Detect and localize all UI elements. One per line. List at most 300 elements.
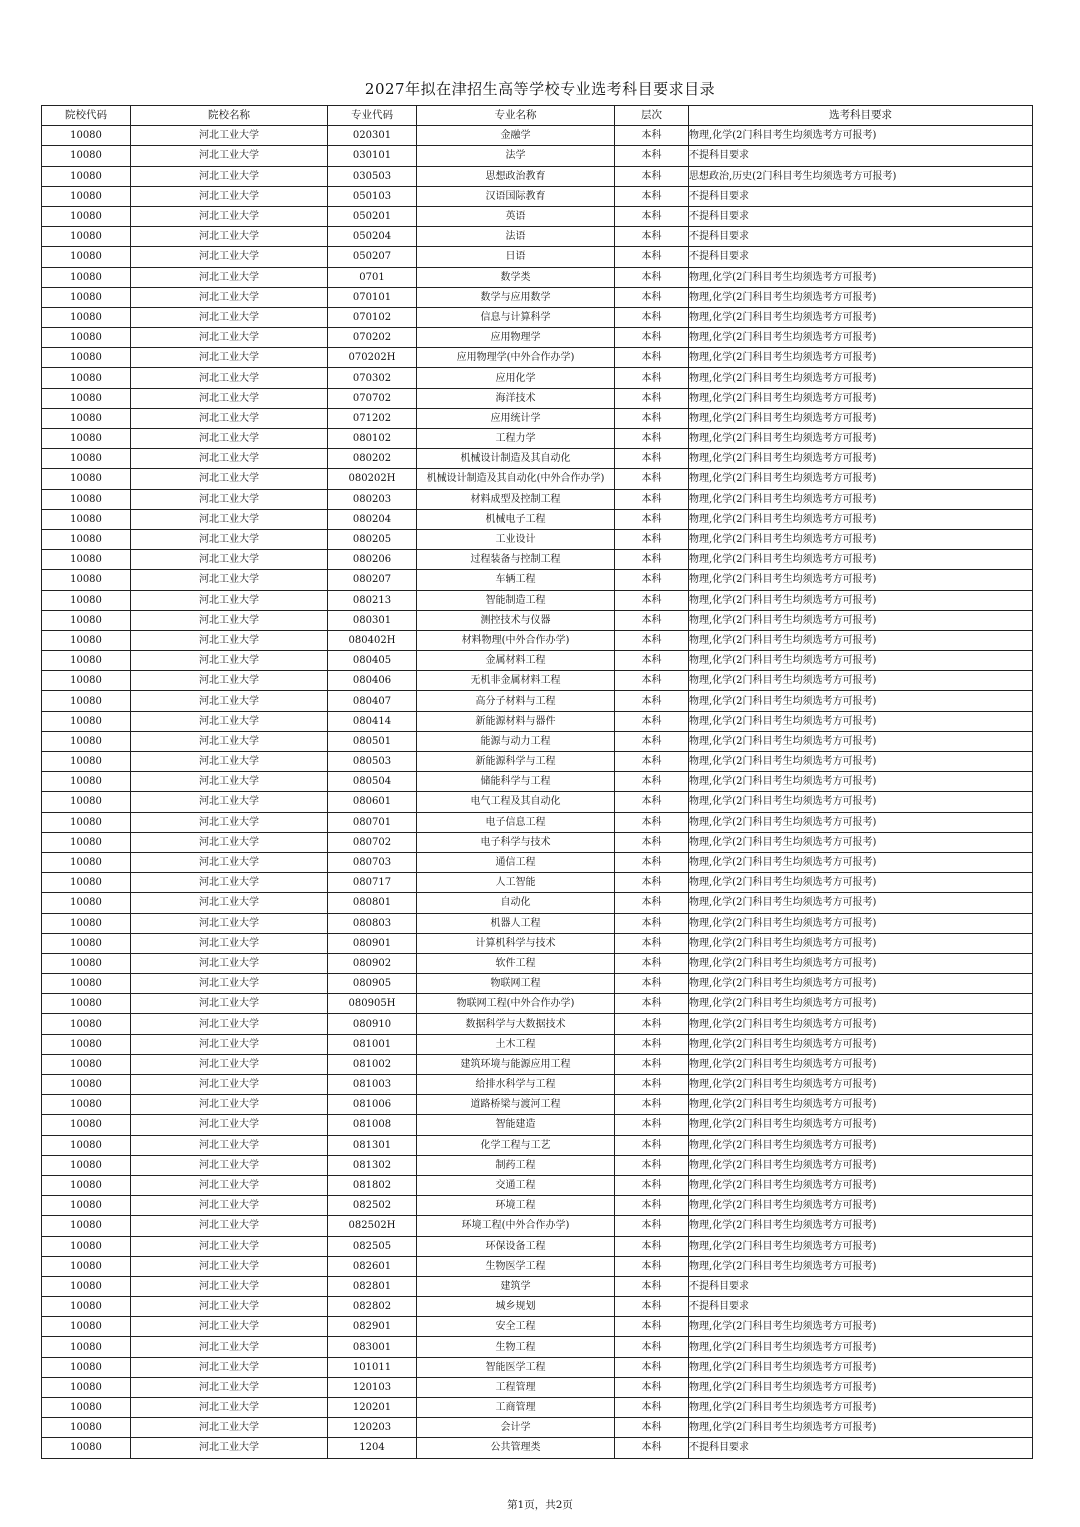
major-name-cell: 通信工程	[417, 852, 615, 872]
major-name-cell: 给排水科学与工程	[417, 1075, 615, 1095]
school-name-cell: 河北工业大学	[131, 348, 328, 368]
subject-requirement-cell: 物理,化学(2门科目考生均须选考方可报考)	[689, 267, 1033, 287]
school-code-cell: 10080	[42, 590, 131, 610]
major-code-cell: 050103	[328, 186, 417, 206]
level-cell: 本科	[615, 328, 689, 348]
school-code-cell: 10080	[42, 166, 131, 186]
school-code-cell: 10080	[42, 1297, 131, 1317]
school-code-cell: 10080	[42, 509, 131, 529]
school-code-cell: 10080	[42, 1075, 131, 1095]
major-code-cell: 080601	[328, 792, 417, 812]
subject-requirement-cell: 物理,化学(2门科目考生均须选考方可报考)	[689, 731, 1033, 751]
school-name-cell: 河北工业大学	[131, 206, 328, 226]
subject-requirement-cell: 物理,化学(2门科目考生均须选考方可报考)	[689, 126, 1033, 146]
subject-requirement-cell: 物理,化学(2门科目考生均须选考方可报考)	[689, 1357, 1033, 1377]
level-cell: 本科	[615, 913, 689, 933]
level-cell: 本科	[615, 267, 689, 287]
level-cell: 本科	[615, 1236, 689, 1256]
table-row	[42, 1357, 1033, 1377]
major-code-cell: 081006	[328, 1095, 417, 1115]
school-code-cell: 10080	[42, 529, 131, 549]
subject-requirement-cell: 物理,化学(2门科目考生均须选考方可报考)	[689, 1196, 1033, 1216]
subject-requirement-cell: 物理,化学(2门科目考生均须选考方可报考)	[689, 570, 1033, 590]
school-name-cell: 河北工业大学	[131, 933, 328, 953]
level-cell: 本科	[615, 1196, 689, 1216]
major-name-cell: 制药工程	[417, 1155, 615, 1175]
school-name-cell: 河北工业大学	[131, 711, 328, 731]
subject-requirement-cell: 物理,化学(2门科目考生均须选考方可报考)	[689, 1014, 1033, 1034]
major-name-cell: 过程装备与控制工程	[417, 550, 615, 570]
major-code-cell: 082801	[328, 1276, 417, 1296]
table-row	[42, 651, 1033, 671]
subject-requirement-cell: 物理,化学(2门科目考生均须选考方可报考)	[689, 651, 1033, 671]
header-school-name: 院校名称	[131, 106, 328, 126]
level-cell: 本科	[615, 1175, 689, 1195]
header-major-name: 专业名称	[417, 106, 615, 126]
subject-requirement-cell: 物理,化学(2门科目考生均须选考方可报考)	[689, 1256, 1033, 1276]
table-row	[42, 974, 1033, 994]
level-cell: 本科	[615, 408, 689, 428]
table-row	[42, 429, 1033, 449]
school-code-cell: 10080	[42, 792, 131, 812]
major-name-cell: 道路桥梁与渡河工程	[417, 1095, 615, 1115]
subject-requirement-cell: 物理,化学(2门科目考生均须选考方可报考)	[689, 388, 1033, 408]
major-code-cell: 083001	[328, 1337, 417, 1357]
subject-requirement-cell: 物理,化学(2门科目考生均须选考方可报考)	[689, 1054, 1033, 1074]
school-code-cell: 10080	[42, 671, 131, 691]
table-row	[42, 630, 1033, 650]
school-code-cell: 10080	[42, 1377, 131, 1397]
table-row	[42, 267, 1033, 287]
level-cell: 本科	[615, 1256, 689, 1276]
major-code-cell: 082802	[328, 1297, 417, 1317]
major-name-cell: 交通工程	[417, 1175, 615, 1195]
major-code-cell: 071202	[328, 408, 417, 428]
school-code-cell: 10080	[42, 1337, 131, 1357]
school-name-cell: 河北工业大学	[131, 529, 328, 549]
major-code-cell: 080202	[328, 449, 417, 469]
major-code-cell: 080207	[328, 570, 417, 590]
major-code-cell: 080501	[328, 731, 417, 751]
major-name-cell: 金属材料工程	[417, 651, 615, 671]
table-row	[42, 772, 1033, 792]
school-code-cell: 10080	[42, 1398, 131, 1418]
school-code-cell: 10080	[42, 873, 131, 893]
subject-requirement-cell: 物理,化学(2门科目考生均须选考方可报考)	[689, 429, 1033, 449]
level-cell: 本科	[615, 1276, 689, 1296]
table-row	[42, 529, 1033, 549]
table-row	[42, 1438, 1033, 1458]
major-name-cell: 能源与动力工程	[417, 731, 615, 751]
level-cell: 本科	[615, 1054, 689, 1074]
level-cell: 本科	[615, 1317, 689, 1337]
subject-requirement-cell: 物理,化学(2门科目考生均须选考方可报考)	[689, 1337, 1033, 1357]
school-name-cell: 河北工业大学	[131, 1317, 328, 1337]
major-code-cell: 080901	[328, 933, 417, 953]
table-row	[42, 1054, 1033, 1074]
major-name-cell: 电子科学与技术	[417, 832, 615, 852]
level-cell: 本科	[615, 429, 689, 449]
school-code-cell: 10080	[42, 368, 131, 388]
school-name-cell: 河北工业大学	[131, 267, 328, 287]
level-cell: 本科	[615, 489, 689, 509]
major-code-cell: 080905	[328, 974, 417, 994]
subject-requirement-cell: 物理,化学(2门科目考生均须选考方可报考)	[689, 832, 1033, 852]
major-name-cell: 思想政治教育	[417, 166, 615, 186]
school-code-cell: 10080	[42, 731, 131, 751]
major-name-cell: 新能源科学与工程	[417, 752, 615, 772]
major-code-cell: 070102	[328, 307, 417, 327]
major-code-cell: 070101	[328, 287, 417, 307]
level-cell: 本科	[615, 146, 689, 166]
header-subject-requirement: 选考科目要求	[689, 106, 1033, 126]
major-name-cell: 物联网工程	[417, 974, 615, 994]
table-row	[42, 408, 1033, 428]
school-name-cell: 河北工业大学	[131, 630, 328, 650]
level-cell: 本科	[615, 752, 689, 772]
subject-requirement-cell: 物理,化学(2门科目考生均须选考方可报考)	[689, 1418, 1033, 1438]
school-code-cell: 10080	[42, 206, 131, 226]
school-name-cell: 河北工业大学	[131, 307, 328, 327]
table-row	[42, 469, 1033, 489]
subject-requirement-cell: 物理,化学(2门科目考生均须选考方可报考)	[689, 1175, 1033, 1195]
subject-requirement-cell: 物理,化学(2门科目考生均须选考方可报考)	[689, 1135, 1033, 1155]
school-code-cell: 10080	[42, 913, 131, 933]
school-name-cell: 河北工业大学	[131, 287, 328, 307]
level-cell: 本科	[615, 1418, 689, 1438]
subject-requirement-cell: 不提科目要求	[689, 1297, 1033, 1317]
subject-requirement-cell: 物理,化学(2门科目考生均须选考方可报考)	[689, 933, 1033, 953]
level-cell: 本科	[615, 469, 689, 489]
major-name-cell: 应用物理学(中外合作办学)	[417, 348, 615, 368]
major-name-cell: 机器人工程	[417, 913, 615, 933]
subject-requirement-cell: 物理,化学(2门科目考生均须选考方可报考)	[689, 469, 1033, 489]
major-name-cell: 生物工程	[417, 1337, 615, 1357]
school-name-cell: 河北工业大学	[131, 1216, 328, 1236]
major-code-cell: 1204	[328, 1438, 417, 1458]
major-code-cell: 080504	[328, 772, 417, 792]
major-code-cell: 080213	[328, 590, 417, 610]
major-code-cell: 120103	[328, 1377, 417, 1397]
school-name-cell: 河北工业大学	[131, 1075, 328, 1095]
table-row	[42, 388, 1033, 408]
school-code-cell: 10080	[42, 752, 131, 772]
major-code-cell: 080701	[328, 812, 417, 832]
school-name-cell: 河北工业大学	[131, 852, 328, 872]
school-code-cell: 10080	[42, 852, 131, 872]
level-cell: 本科	[615, 1216, 689, 1236]
major-code-cell: 080301	[328, 610, 417, 630]
level-cell: 本科	[615, 630, 689, 650]
major-name-cell: 数学类	[417, 267, 615, 287]
level-cell: 本科	[615, 893, 689, 913]
subject-requirement-cell: 不提科目要求	[689, 227, 1033, 247]
school-code-cell: 10080	[42, 1418, 131, 1438]
school-code-cell: 10080	[42, 1115, 131, 1135]
school-code-cell: 10080	[42, 186, 131, 206]
level-cell: 本科	[615, 1357, 689, 1377]
table-row	[42, 227, 1033, 247]
major-code-cell: 081802	[328, 1175, 417, 1195]
school-code-cell: 10080	[42, 388, 131, 408]
subject-requirement-cell: 物理,化学(2门科目考生均须选考方可报考)	[689, 348, 1033, 368]
table-row	[42, 731, 1033, 751]
school-code-cell: 10080	[42, 610, 131, 630]
table-row	[42, 206, 1033, 226]
school-name-cell: 河北工业大学	[131, 994, 328, 1014]
school-name-cell: 河北工业大学	[131, 1175, 328, 1195]
table-row	[42, 792, 1033, 812]
school-code-cell: 10080	[42, 489, 131, 509]
major-code-cell: 081002	[328, 1054, 417, 1074]
major-code-cell: 070302	[328, 368, 417, 388]
school-code-cell: 10080	[42, 1095, 131, 1115]
school-code-cell: 10080	[42, 570, 131, 590]
school-code-cell: 10080	[42, 146, 131, 166]
subject-requirement-cell: 物理,化学(2门科目考生均须选考方可报考)	[689, 1095, 1033, 1115]
subject-requirement-cell: 物理,化学(2门科目考生均须选考方可报考)	[689, 1377, 1033, 1397]
table-row	[42, 893, 1033, 913]
major-name-cell: 电气工程及其自动化	[417, 792, 615, 812]
major-code-cell: 101011	[328, 1357, 417, 1377]
level-cell: 本科	[615, 792, 689, 812]
school-code-cell: 10080	[42, 328, 131, 348]
table-row	[42, 1095, 1033, 1115]
school-name-cell: 河北工业大学	[131, 1236, 328, 1256]
major-name-cell: 工业设计	[417, 529, 615, 549]
subject-requirement-cell: 物理,化学(2门科目考生均须选考方可报考)	[689, 1034, 1033, 1054]
table-row	[42, 1398, 1033, 1418]
subject-requirement-cell: 物理,化学(2门科目考生均须选考方可报考)	[689, 1216, 1033, 1236]
level-cell: 本科	[615, 206, 689, 226]
level-cell: 本科	[615, 348, 689, 368]
level-cell: 本科	[615, 772, 689, 792]
level-cell: 本科	[615, 1155, 689, 1175]
major-name-cell: 土木工程	[417, 1034, 615, 1054]
school-code-cell: 10080	[42, 812, 131, 832]
major-name-cell: 环境工程	[417, 1196, 615, 1216]
table-row	[42, 489, 1033, 509]
subject-requirement-cell: 物理,化学(2门科目考生均须选考方可报考)	[689, 792, 1033, 812]
table-row	[42, 1377, 1033, 1397]
school-code-cell: 10080	[42, 1317, 131, 1337]
major-name-cell: 智能制造工程	[417, 590, 615, 610]
subject-requirement-cell: 物理,化学(2门科目考生均须选考方可报考)	[689, 852, 1033, 872]
major-name-cell: 材料物理(中外合作办学)	[417, 630, 615, 650]
school-code-cell: 10080	[42, 408, 131, 428]
table-row	[42, 1034, 1033, 1054]
level-cell: 本科	[615, 449, 689, 469]
school-code-cell: 10080	[42, 1196, 131, 1216]
school-name-cell: 河北工业大学	[131, 893, 328, 913]
subject-requirement-cell: 不提科目要求	[689, 247, 1033, 267]
major-code-cell: 120201	[328, 1398, 417, 1418]
level-cell: 本科	[615, 933, 689, 953]
major-code-cell: 050207	[328, 247, 417, 267]
school-name-cell: 河北工业大学	[131, 570, 328, 590]
school-name-cell: 河北工业大学	[131, 590, 328, 610]
table-row	[42, 247, 1033, 267]
school-code-cell: 10080	[42, 1135, 131, 1155]
subject-requirement-cell: 物理,化学(2门科目考生均须选考方可报考)	[689, 489, 1033, 509]
table-row	[42, 590, 1033, 610]
school-code-cell: 10080	[42, 630, 131, 650]
table-row	[42, 1196, 1033, 1216]
level-cell: 本科	[615, 1115, 689, 1135]
table-header-row	[42, 106, 1033, 126]
major-name-cell: 人工智能	[417, 873, 615, 893]
school-name-cell: 河北工业大学	[131, 752, 328, 772]
subject-requirement-cell: 物理,化学(2门科目考生均须选考方可报考)	[689, 1115, 1033, 1135]
table-row	[42, 913, 1033, 933]
table-body	[42, 126, 1033, 1458]
subject-requirement-cell: 物理,化学(2门科目考生均须选考方可报考)	[689, 630, 1033, 650]
table-row	[42, 328, 1033, 348]
major-name-cell: 建筑学	[417, 1276, 615, 1296]
table-row	[42, 126, 1033, 146]
major-name-cell: 公共管理类	[417, 1438, 615, 1458]
school-name-cell: 河北工业大学	[131, 691, 328, 711]
table-row	[42, 1236, 1033, 1256]
major-name-cell: 英语	[417, 206, 615, 226]
table-row	[42, 610, 1033, 630]
level-cell: 本科	[615, 1135, 689, 1155]
major-name-cell: 工程管理	[417, 1377, 615, 1397]
table-row	[42, 287, 1033, 307]
major-name-cell: 会计学	[417, 1418, 615, 1438]
school-name-cell: 河北工业大学	[131, 146, 328, 166]
level-cell: 本科	[615, 1075, 689, 1095]
major-name-cell: 金融学	[417, 126, 615, 146]
subject-requirement-cell: 物理,化学(2门科目考生均须选考方可报考)	[689, 449, 1033, 469]
subject-requirement-cell: 物理,化学(2门科目考生均须选考方可报考)	[689, 590, 1033, 610]
school-code-cell: 10080	[42, 1256, 131, 1276]
level-cell: 本科	[615, 731, 689, 751]
level-cell: 本科	[615, 227, 689, 247]
school-code-cell: 10080	[42, 1357, 131, 1377]
school-name-cell: 河北工业大学	[131, 832, 328, 852]
school-code-cell: 10080	[42, 711, 131, 731]
major-name-cell: 储能科学与工程	[417, 772, 615, 792]
major-name-cell: 无机非金属材料工程	[417, 671, 615, 691]
level-cell: 本科	[615, 307, 689, 327]
school-code-cell: 10080	[42, 550, 131, 570]
level-cell: 本科	[615, 974, 689, 994]
school-code-cell: 10080	[42, 651, 131, 671]
level-cell: 本科	[615, 368, 689, 388]
subject-requirement-cell: 物理,化学(2门科目考生均须选考方可报考)	[689, 408, 1033, 428]
major-name-cell: 机械设计制造及其自动化	[417, 449, 615, 469]
subject-requirement-cell: 不提科目要求	[689, 1438, 1033, 1458]
table-row	[42, 348, 1033, 368]
school-code-cell: 10080	[42, 247, 131, 267]
major-name-cell: 化学工程与工艺	[417, 1135, 615, 1155]
major-code-cell: 080204	[328, 509, 417, 529]
subject-requirement-cell: 物理,化学(2门科目考生均须选考方可报考)	[689, 1398, 1033, 1418]
subject-requirement-cell: 不提科目要求	[689, 206, 1033, 226]
major-name-cell: 软件工程	[417, 953, 615, 973]
major-name-cell: 汉语国际教育	[417, 186, 615, 206]
school-name-cell: 河北工业大学	[131, 126, 328, 146]
school-name-cell: 河北工业大学	[131, 328, 328, 348]
major-name-cell: 日语	[417, 247, 615, 267]
level-cell: 本科	[615, 1377, 689, 1397]
table-row	[42, 1135, 1033, 1155]
major-code-cell: 080102	[328, 429, 417, 449]
major-name-cell: 计算机科学与技术	[417, 933, 615, 953]
table-row	[42, 509, 1033, 529]
major-code-cell: 080206	[328, 550, 417, 570]
school-code-cell: 10080	[42, 691, 131, 711]
major-code-cell: 080407	[328, 691, 417, 711]
school-code-cell: 10080	[42, 429, 131, 449]
table-row	[42, 1115, 1033, 1135]
school-code-cell: 10080	[42, 1216, 131, 1236]
subject-requirement-cell: 物理,化学(2门科目考生均须选考方可报考)	[689, 994, 1033, 1014]
subject-requirement-cell: 物理,化学(2门科目考生均须选考方可报考)	[689, 953, 1033, 973]
school-name-cell: 河北工业大学	[131, 953, 328, 973]
major-name-cell: 车辆工程	[417, 570, 615, 590]
major-name-cell: 生物医学工程	[417, 1256, 615, 1276]
school-name-cell: 河北工业大学	[131, 1135, 328, 1155]
major-code-cell: 030101	[328, 146, 417, 166]
subject-requirement-cell: 物理,化学(2门科目考生均须选考方可报考)	[689, 711, 1033, 731]
major-name-cell: 物联网工程(中外合作办学)	[417, 994, 615, 1014]
major-code-cell: 080402H	[328, 630, 417, 650]
school-name-cell: 河北工业大学	[131, 1095, 328, 1115]
table-row	[42, 752, 1033, 772]
major-code-cell: 080414	[328, 711, 417, 731]
school-code-cell: 10080	[42, 227, 131, 247]
school-name-cell: 河北工业大学	[131, 731, 328, 751]
school-name-cell: 河北工业大学	[131, 1438, 328, 1458]
major-code-cell: 080905H	[328, 994, 417, 1014]
school-name-cell: 河北工业大学	[131, 1276, 328, 1296]
header-major-code: 专业代码	[328, 106, 417, 126]
school-code-cell: 10080	[42, 1438, 131, 1458]
major-code-cell: 080205	[328, 529, 417, 549]
major-code-cell: 120203	[328, 1418, 417, 1438]
table-row	[42, 994, 1033, 1014]
major-name-cell: 环保设备工程	[417, 1236, 615, 1256]
school-name-cell: 河北工业大学	[131, 1357, 328, 1377]
table-row	[42, 812, 1033, 832]
school-name-cell: 河北工业大学	[131, 1034, 328, 1054]
subject-requirement-cell: 思想政治,历史(2门科目考生均须选考方可报考)	[689, 166, 1033, 186]
table-row	[42, 711, 1033, 731]
major-code-cell: 080902	[328, 953, 417, 973]
table-row	[42, 550, 1033, 570]
level-cell: 本科	[615, 1438, 689, 1458]
school-name-cell: 河北工业大学	[131, 550, 328, 570]
school-name-cell: 河北工业大学	[131, 772, 328, 792]
major-code-cell: 080910	[328, 1014, 417, 1034]
major-code-cell: 080406	[328, 671, 417, 691]
major-name-cell: 新能源材料与器件	[417, 711, 615, 731]
level-cell: 本科	[615, 509, 689, 529]
school-code-cell: 10080	[42, 267, 131, 287]
header-level: 层次	[615, 106, 689, 126]
school-code-cell: 10080	[42, 1054, 131, 1074]
major-name-cell: 法学	[417, 146, 615, 166]
subject-requirement-cell: 不提科目要求	[689, 1276, 1033, 1296]
school-code-cell: 10080	[42, 1175, 131, 1195]
table-row	[42, 1317, 1033, 1337]
level-cell: 本科	[615, 953, 689, 973]
subject-requirement-cell: 物理,化学(2门科目考生均须选考方可报考)	[689, 1155, 1033, 1175]
school-code-cell: 10080	[42, 1276, 131, 1296]
major-name-cell: 智能建造	[417, 1115, 615, 1135]
